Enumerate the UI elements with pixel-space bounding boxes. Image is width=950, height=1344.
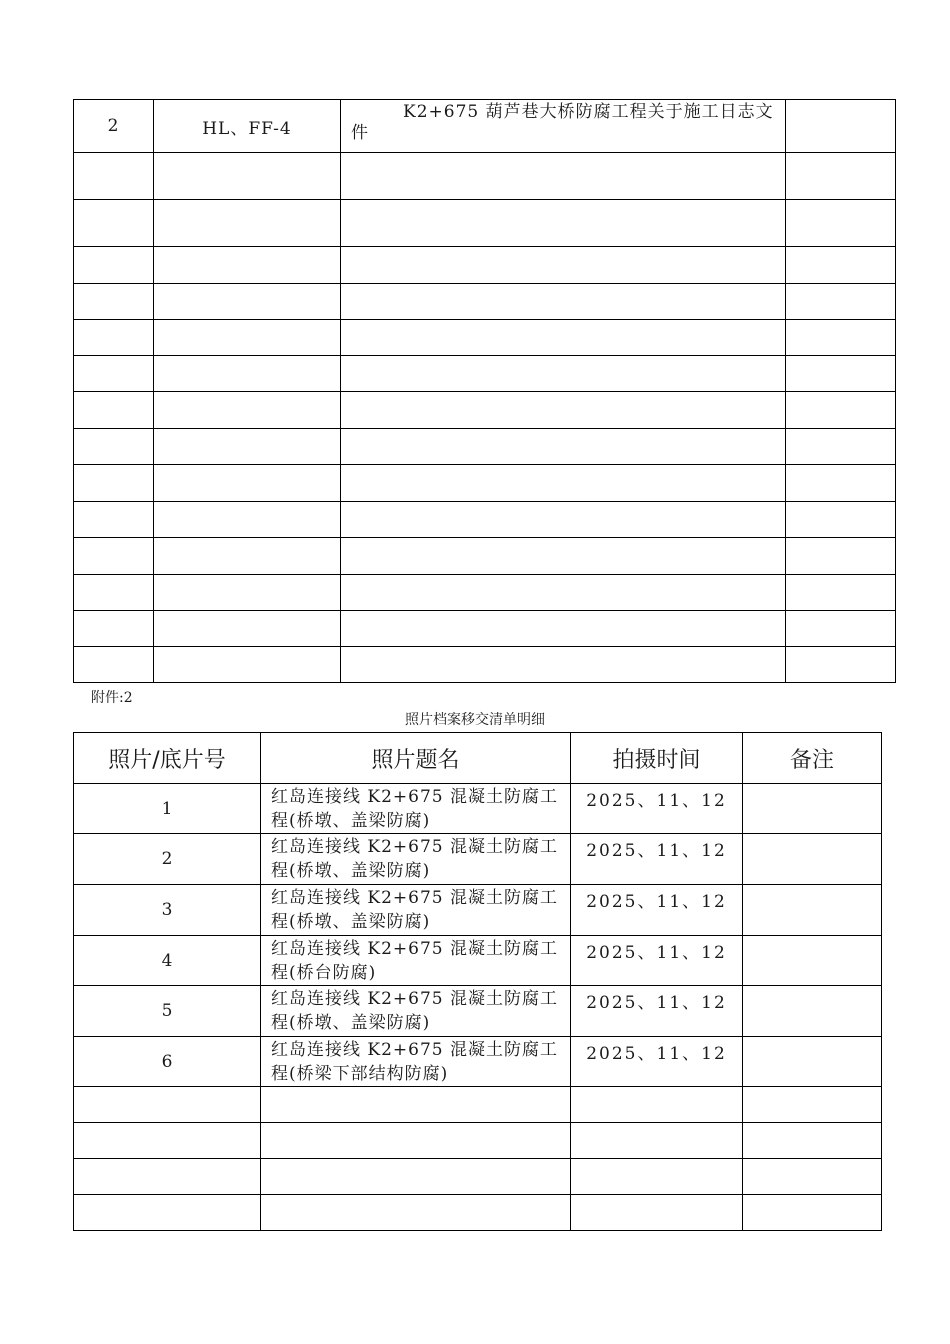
table-header-row [74,733,882,784]
photo-number: 3 [74,885,261,936]
table-row [74,936,882,986]
photo-title: 红岛连接线 K2+675 混凝土防腐工程(桥墩、盖梁防腐) [261,885,571,936]
header-shoot-time: 拍摄时间 [571,733,743,784]
file-title: K2+675 葫芦巷大桥防腐工程关于施工日志文件 [341,100,786,153]
table-row [74,200,896,247]
photo-note [743,1037,882,1087]
attachment-label: 附件:2 [91,690,133,706]
table-row [74,986,882,1037]
photo-note [743,936,882,986]
photo-number: 5 [74,986,261,1037]
table-row [74,1123,882,1159]
table-row [74,320,896,356]
table-row [74,834,882,885]
row-number: 2 [74,100,154,153]
photo-title: 红岛连接线 K2+675 混凝土防腐工程(桥台防腐) [261,936,571,986]
header-photo-number: 照片/底片号 [74,733,261,784]
photo-number: 2 [74,834,261,885]
photo-number: 4 [74,936,261,986]
photo-table-caption: 照片档案移交清单明细 [405,712,545,728]
photo-note [743,986,882,1037]
photo-title: 红岛连接线 K2+675 混凝土防腐工程(桥梁下部结构防腐) [261,1037,571,1087]
table-row [74,284,896,320]
photo-number: 1 [74,784,261,834]
file-list-table [73,99,896,683]
table-row [74,465,896,502]
photo-note [743,834,882,885]
shoot-time: 2025、11、12 [571,834,743,885]
table-row [74,502,896,538]
table-row [74,784,882,834]
photo-title: 红岛连接线 K2+675 混凝土防腐工程(桥墩、盖梁防腐) [261,784,571,834]
table-row [74,153,896,200]
shoot-time: 2025、11、12 [571,936,743,986]
photo-note [743,885,882,936]
table-row [74,247,896,284]
table-row [74,356,896,392]
table-row [74,575,896,611]
shoot-time: 2025、11、12 [571,1037,743,1087]
table-row [74,1037,882,1087]
photo-title: 红岛连接线 K2+675 混凝土防腐工程(桥墩、盖梁防腐) [261,986,571,1037]
shoot-time: 2025、11、12 [571,784,743,834]
shoot-time: 2025、11、12 [571,986,743,1037]
shoot-time: 2025、11、12 [571,885,743,936]
photo-title: 红岛连接线 K2+675 混凝土防腐工程(桥墩、盖梁防腐) [261,834,571,885]
table-row [74,538,896,575]
table-row [74,1159,882,1195]
table-row [74,1195,882,1231]
table-row [74,392,896,429]
table-row [74,100,896,153]
table-row [74,647,896,683]
table-row [74,885,882,936]
table-row [74,611,896,647]
photo-note [743,784,882,834]
table-row [74,1087,882,1123]
table-row [74,429,896,465]
header-note: 备注 [743,733,882,784]
header-photo-title: 照片题名 [261,733,571,784]
photo-number: 6 [74,1037,261,1087]
photo-list-table [73,732,882,1231]
file-code: HL、FF-4 [154,100,341,153]
file-note [786,100,896,153]
